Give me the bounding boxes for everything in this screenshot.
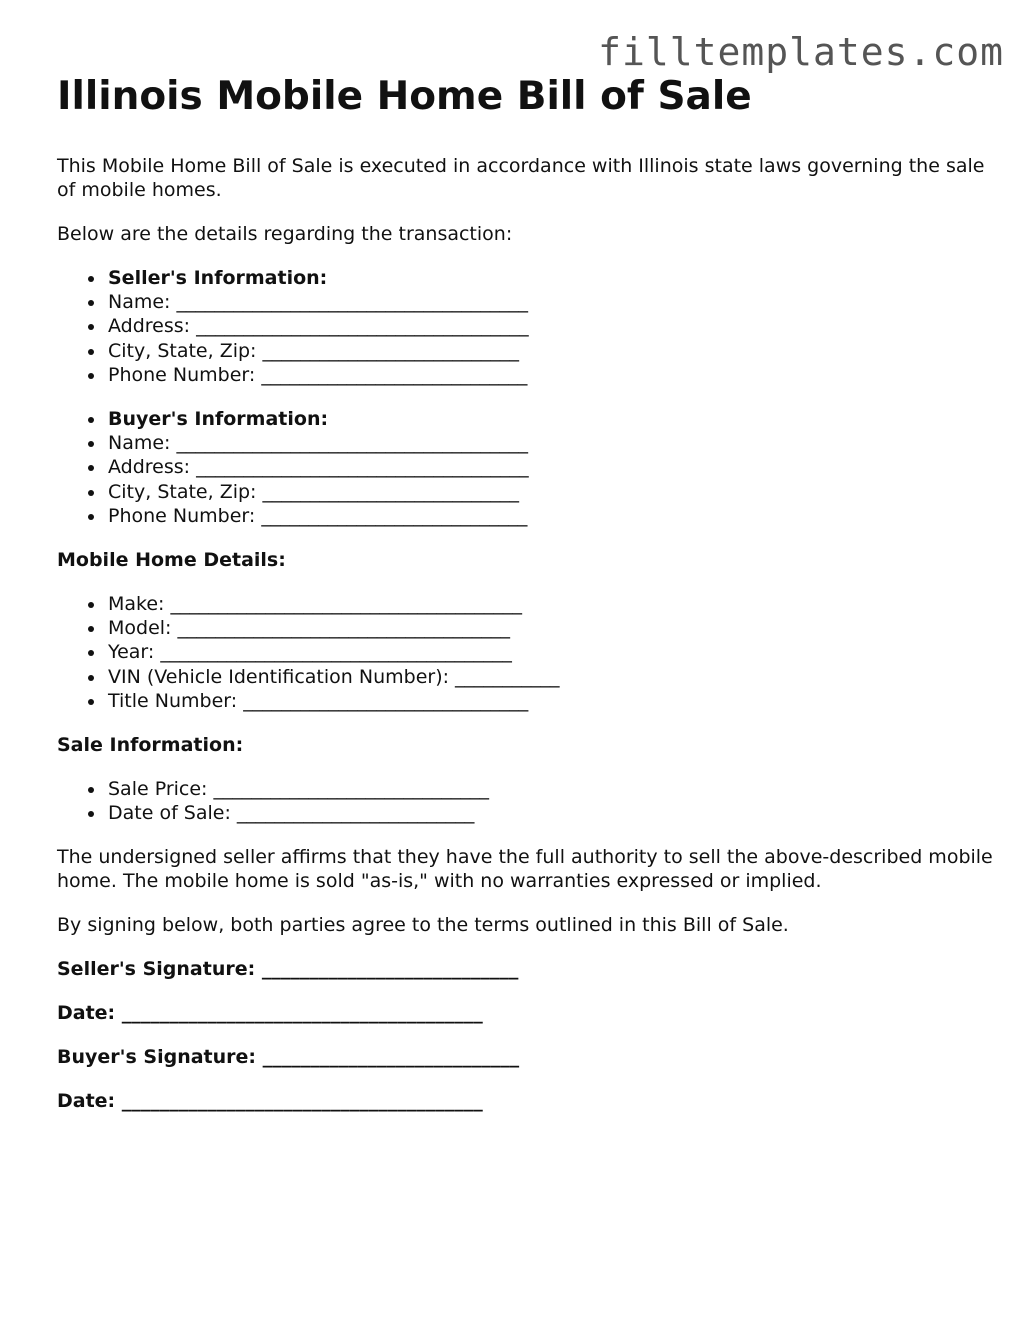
- seller-phone-field[interactable]: Phone Number: ____________________________: [108, 363, 997, 387]
- model-field[interactable]: Model: ___________________________________: [108, 616, 997, 640]
- seller-signature-line[interactable]: Seller's Signature: ___________________________: [57, 958, 519, 981]
- seller-name-field[interactable]: Name: _____________________________________: [108, 290, 997, 314]
- intro-paragraph: This Mobile Home Bill of Sale is executed in accordance with Illinois state laws governing the sale of mobile homes.: [57, 155, 985, 201]
- buyer-name-field[interactable]: Name: _____________________________________: [108, 431, 997, 455]
- vin-field[interactable]: VIN (Vehicle Identification Number): ___________: [108, 665, 997, 689]
- seller-address-field[interactable]: Address: ___________________________________: [108, 314, 997, 338]
- seller-info-heading: Seller's Information:: [108, 266, 997, 290]
- make-field[interactable]: Make: _____________________________________: [108, 592, 997, 616]
- seller-city-field[interactable]: City, State, Zip: ___________________________: [108, 339, 997, 363]
- seller-date-line[interactable]: Date: ______________________________________: [57, 1002, 483, 1025]
- mobile-home-list: [57, 592, 997, 713]
- agreement-paragraph: By signing below, both parties agree to the terms outlined in this Bill of Sale.: [57, 914, 789, 937]
- document-title: Illinois Mobile Home Bill of Sale: [57, 74, 752, 119]
- title-number-field[interactable]: Title Number: ______________________________: [108, 689, 997, 713]
- affirmation-paragraph: The undersigned seller affirms that they have the full authority to sell the above-described mobile home. The mobile home is sold "as-is," with no warranties expressed or implied.: [57, 846, 993, 893]
- buyer-info-heading: Buyer's Information:: [108, 407, 997, 431]
- details-intro: Below are the details regarding the transaction:: [57, 223, 513, 245]
- watermark: filltemplates.com: [598, 30, 1004, 74]
- buyer-address-field[interactable]: Address: ___________________________________: [108, 455, 997, 479]
- buyer-signature-line[interactable]: Buyer's Signature: ___________________________: [57, 1046, 520, 1069]
- sale-info-list: [57, 777, 997, 825]
- sale-info-heading: Sale Information:: [57, 734, 244, 757]
- document-page: [57, 70, 997, 1133]
- sale-price-field[interactable]: Sale Price: _____________________________: [108, 777, 997, 801]
- buyer-info-list: [57, 407, 997, 528]
- mobile-home-heading: Mobile Home Details:: [57, 549, 286, 572]
- buyer-city-field[interactable]: City, State, Zip: ___________________________: [108, 480, 997, 504]
- year-field[interactable]: Year: _____________________________________: [108, 640, 997, 664]
- buyer-date-line[interactable]: Date: ______________________________________: [57, 1090, 483, 1113]
- buyer-phone-field[interactable]: Phone Number: ____________________________: [108, 504, 997, 528]
- seller-info-list: [57, 266, 997, 387]
- sale-date-field[interactable]: Date of Sale: _________________________: [108, 801, 997, 825]
